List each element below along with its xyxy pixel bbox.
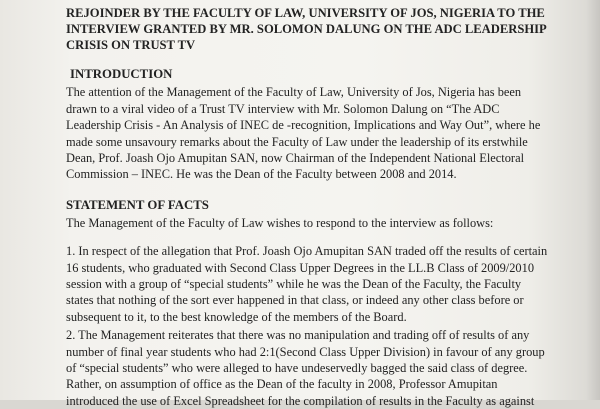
introduction-line-3: Leadership Crisis - An Analysis of INEC de -recognition, Implications and Way Out”, where he (66, 118, 541, 133)
title-line-2: INTERVIEW GRANTED BY MR. SOLOMON DALUNG ON THE ADC LEADERSHIP (66, 21, 547, 36)
title-line-1: REJOINDER BY THE FACULTY OF LAW, UNIVERSITY OF JOS, NIGERIA TO THE (66, 6, 545, 20)
item2-line-1: 2. The Management reiterates that there was no manipulation and trading off of results of any (66, 328, 530, 343)
item1-line-3: session with a group of “special students” while he was the Dean of the Faculty, the Faculty (66, 277, 522, 292)
statement-item-1 (66, 243, 546, 325)
title-line-3: CRISIS ON TRUST TV (66, 37, 196, 52)
statement-of-facts-heading: STATEMENT OF FACTS (66, 197, 209, 212)
item2-line-3: of “special students” who were alleged to have undeservedly bagged the said class of degree. (66, 361, 528, 376)
item1-line-1: 1. In respect of the allegation that Prof. Joash Ojo Amupitan SAN traded off the results of certain (66, 244, 548, 259)
item1-line-4: states that nothing of the sort ever happened in that class, or indeed any other class before or (66, 293, 524, 308)
item1-line-5: subsequent to it, to the best knowledge of the members of the Board. (66, 309, 407, 324)
item2-line-4: Rather, on assumption of office as the Dean of the faculty in 2008, Professor Amupitan (66, 377, 498, 392)
introduction-line-4: made some unsavoury remarks about the Faculty of Law under the leadership of its erstwhile (66, 134, 528, 149)
statement-of-facts-intro (66, 215, 546, 231)
paragraph-gap (66, 231, 546, 241)
introduction-line-6: Commission – INEC. He was the Dean of the Faculty between 2008 and 2014. (66, 167, 457, 182)
introduction-line-1: The attention of the Management of the Faculty of Law, University of Jos, Nigeria has been (66, 85, 522, 100)
statement-intro-line: The Management of the Faculty of Law wishes to respond to the interview as follows: (66, 215, 494, 230)
document-title (66, 6, 546, 53)
item2-line-5: introduced the use of Excel Spreadsheet for the compilation of results in the Faculty as against (66, 393, 535, 408)
item2-line-2: number of final year students who had 2:1(Second Class Upper Division) in favour of any group (66, 344, 545, 359)
document-content (66, 6, 546, 409)
introduction-line-2: drawn to a viral video of a Trust TV interview with Mr. Solomon Dalung on “The ADC (66, 101, 500, 116)
statement-item-2 (66, 327, 546, 409)
introduction-heading: INTRODUCTION (70, 67, 173, 82)
item1-line-2: 16 students, who graduated with Second Class Upper Degrees in the LL.B Class of 2009/2010 (66, 260, 535, 275)
introduction-paragraph (66, 84, 546, 182)
introduction-line-5: Dean, Prof. Joash Ojo Amupitan SAN, now Chairman of the Independent National Electoral (66, 151, 525, 166)
